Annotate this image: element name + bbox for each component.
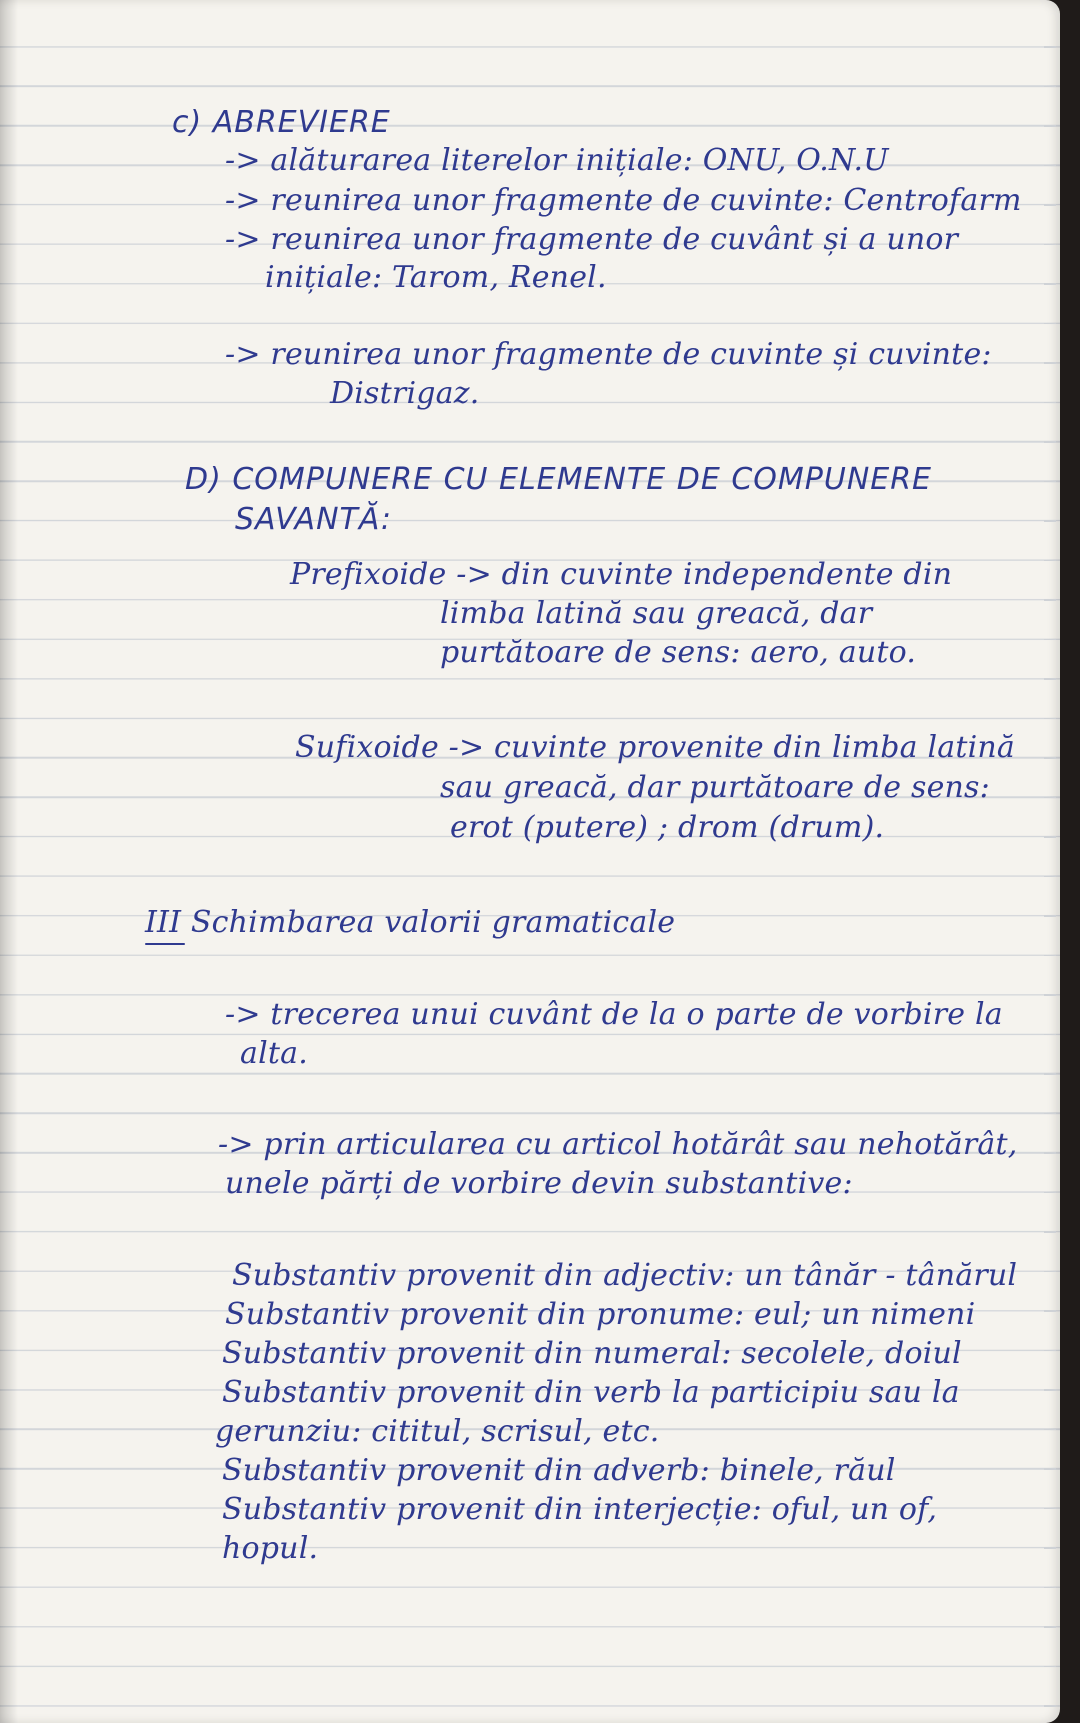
margin-tick (1044, 283, 1056, 285)
text-line: Distrigaz. (330, 376, 480, 411)
margin-tick (1044, 1350, 1056, 1352)
text-line: Substantiv provenit din interjecție: oful, un of, (222, 1492, 938, 1527)
heading-schimbarea: III Schimbarea valorii gramaticale (145, 905, 676, 940)
margin-tick (1044, 46, 1056, 48)
text-line: Substantiv provenit din adjectiv: un tânăr - tânărul (232, 1258, 1018, 1293)
margin-tick (1044, 1389, 1056, 1391)
binding-shadow (0, 0, 18, 1723)
margin-tick (1044, 1192, 1056, 1194)
margin-tick (1044, 1271, 1056, 1273)
text-line: Prefixoide -> din cuvinte independente din (290, 557, 953, 592)
text-line: -> reunirea unor fragmente de cuvinte și cuvinte: (225, 337, 992, 372)
text-line: Substantiv provenit din pronume: eul; un nimeni (225, 1297, 976, 1332)
margin-tick (1044, 204, 1056, 206)
margin-tick (1044, 1073, 1056, 1075)
text-line: unele părți de vorbire devin substantive: (225, 1166, 853, 1201)
margin-tick (1044, 1705, 1056, 1707)
margin-tick (1044, 1547, 1056, 1549)
margin-tick (1044, 362, 1056, 364)
margin-tick (1044, 1231, 1056, 1233)
margin-tick (1044, 876, 1056, 878)
margin-tick (1044, 1587, 1056, 1589)
text-line: -> reunirea unor fragmente de cuvânt și a unor (225, 222, 959, 257)
margin-tick (1044, 244, 1056, 246)
margin-tick (1044, 481, 1056, 483)
text-line: erot (putere) ; drom (drum). (450, 810, 885, 845)
margin-tick (1044, 836, 1056, 838)
margin-tick (1044, 1152, 1056, 1154)
margin-tick (1044, 718, 1056, 720)
margin-tick (1044, 1626, 1056, 1628)
margin-tick (1044, 1113, 1056, 1115)
margin-tick (1044, 165, 1056, 167)
margin-tick (1044, 1034, 1056, 1036)
text-line: alta. (240, 1036, 308, 1071)
margin-tick (1044, 323, 1056, 325)
text-line: limba latină sau greacă, dar (440, 596, 873, 631)
heading-abreviere: c) ABREVIERE (172, 105, 391, 140)
margin-tick (1044, 441, 1056, 443)
heading-compunere-cont: SAVANTĂ: (235, 502, 393, 537)
text-line: hopul. (222, 1531, 319, 1566)
margin-tick (1044, 757, 1056, 759)
text-line: Substantiv provenit din numeral: secolele, doiul (222, 1336, 962, 1371)
margin-tick (1044, 599, 1056, 601)
margin-tick (1044, 402, 1056, 404)
margin-tick (1044, 994, 1056, 996)
margin-tick (1044, 678, 1056, 680)
roman-numeral-underline (145, 943, 185, 945)
margin-tick (1044, 1468, 1056, 1470)
margin-tick (1044, 1429, 1056, 1431)
margin-ticks (1040, 0, 1056, 1723)
text-line: -> trecerea unui cuvânt de la o parte de vorbire la (225, 997, 1003, 1032)
text-line: -> reunirea unor fragmente de cuvinte: Centrofarm (225, 183, 1022, 218)
text-line: inițiale: Tarom, Renel. (265, 260, 607, 295)
margin-tick (1044, 1666, 1056, 1668)
text-line: sau greacă, dar purtătoare de sens: (440, 770, 990, 805)
margin-tick (1044, 520, 1056, 522)
text-line: gerunziu: cititul, scrisul, etc. (215, 1414, 660, 1449)
text-line: Sufixoide -> cuvinte provenite din limba latină (295, 730, 1016, 765)
margin-tick (1044, 797, 1056, 799)
margin-tick (1044, 86, 1056, 88)
text-line: Substantiv provenit din adverb: binele, răul (222, 1453, 896, 1488)
margin-tick (1044, 639, 1056, 641)
heading-compunere: D) COMPUNERE CU ELEMENTE DE COMPUNERE (185, 462, 933, 497)
margin-tick (1044, 1310, 1056, 1312)
text-line: -> alăturarea literelor inițiale: ONU, O.N.U (225, 143, 889, 178)
margin-tick (1044, 560, 1056, 562)
margin-tick (1044, 125, 1056, 127)
margin-tick (1044, 955, 1056, 957)
margin-tick (1044, 1508, 1056, 1510)
text-line: purtătoare de sens: aero, auto. (440, 635, 917, 670)
text-line: -> prin articularea cu articol hotărât sau nehotărât, (218, 1127, 1018, 1162)
text-line: Substantiv provenit din verb la participiu sau la (222, 1375, 960, 1410)
margin-tick (1044, 915, 1056, 917)
